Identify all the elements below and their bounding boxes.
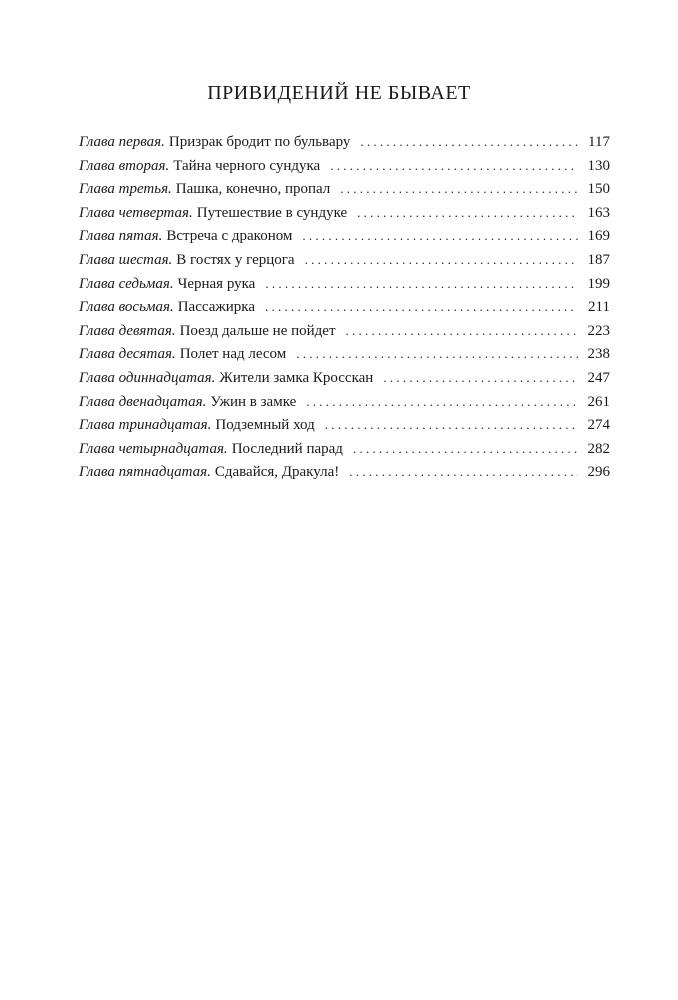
chapter-label: Глава пятая. (79, 228, 163, 245)
page-number: 163 (587, 204, 610, 221)
page-number: 261 (587, 393, 610, 410)
dot-leader (349, 460, 578, 484)
toc-entry (79, 248, 610, 272)
dot-leader (265, 295, 578, 319)
toc-entry (79, 460, 610, 484)
page-number: 238 (587, 346, 610, 363)
chapter-title: Последний парад (231, 440, 343, 457)
page-number: 150 (587, 181, 610, 198)
dot-leader (357, 201, 578, 225)
page-number: 169 (587, 228, 610, 245)
chapter-label: Глава четвертая. (79, 204, 193, 221)
chapter-label: Глава четырнадцатая. (79, 440, 228, 457)
chapter-title: Полет над лесом (179, 346, 287, 363)
page-number: 247 (587, 369, 610, 386)
chapter-title: Сдавайся, Дракула! (214, 464, 340, 481)
page-number: 296 (587, 464, 610, 481)
toc-entry (79, 437, 610, 461)
chapter-title: Жители замка Кросскан (219, 369, 374, 386)
chapter-label: Глава седьмая. (79, 275, 174, 292)
toc-entry (79, 177, 610, 201)
page-number: 282 (587, 440, 610, 457)
toc-entry (79, 413, 610, 437)
page-number: 274 (587, 417, 610, 434)
chapter-title: Встреча с драконом (166, 228, 293, 245)
toc-entry (79, 319, 610, 343)
chapter-title: Путешествие в сундуке (196, 204, 348, 221)
dot-leader (340, 177, 578, 201)
toc-entry (79, 224, 610, 248)
toc-entry (79, 366, 610, 390)
toc-entry (79, 130, 610, 154)
table-of-contents (79, 130, 610, 484)
page-number: 211 (588, 299, 610, 316)
chapter-title: Поезд дальше не пойдет (179, 322, 336, 339)
chapter-title: Пассажирка (177, 299, 255, 316)
dot-leader (325, 413, 578, 437)
dot-leader (346, 319, 578, 343)
section-title: ПРИВИДЕНИЙ НЕ БЫВАЕТ (207, 82, 471, 104)
chapter-label: Глава шестая. (79, 251, 173, 268)
toc-entry (79, 342, 610, 366)
chapter-title: В гостях у герцога (176, 251, 295, 268)
dot-leader (306, 390, 578, 414)
dot-leader (330, 154, 578, 178)
chapter-label: Глава третья. (79, 181, 172, 198)
toc-entry (79, 295, 610, 319)
toc-entry (79, 272, 610, 296)
dot-leader (353, 437, 578, 461)
chapter-label: Глава десятая. (79, 346, 176, 363)
chapter-title: Ужин в замке (210, 393, 297, 410)
dot-leader (360, 130, 578, 154)
chapter-label: Глава пятнадцатая. (79, 464, 211, 481)
chapter-label: Глава одиннадцатая. (79, 369, 216, 386)
dot-leader (383, 366, 578, 390)
chapter-label: Глава девятая. (79, 322, 176, 339)
chapter-title: Тайна черного сундука (173, 157, 321, 174)
page-number: 117 (588, 134, 610, 150)
chapter-title: Пашка, конечно, пропал (175, 181, 331, 198)
chapter-label: Глава первая. (79, 134, 165, 150)
chapter-label: Глава двенадцатая. (79, 393, 207, 410)
chapter-label: Глава тринадцатая. (79, 417, 212, 434)
page-number: 223 (587, 322, 610, 339)
dot-leader (265, 272, 578, 296)
chapter-label: Глава вторая. (79, 157, 170, 174)
page-number: 130 (587, 157, 610, 174)
toc-entry (79, 154, 610, 178)
chapter-label: Глава восьмая. (79, 299, 174, 316)
dot-leader (296, 342, 578, 366)
page-number: 187 (587, 251, 610, 268)
toc-entry (79, 390, 610, 414)
toc-entry (79, 201, 610, 225)
page-number: 199 (587, 275, 610, 292)
chapter-title: Черная рука (177, 275, 256, 292)
chapter-title: Подземный ход (215, 417, 315, 434)
dot-leader (305, 248, 578, 272)
dot-leader (302, 224, 578, 248)
chapter-title: Призрак бродит по бульвару (168, 134, 351, 150)
